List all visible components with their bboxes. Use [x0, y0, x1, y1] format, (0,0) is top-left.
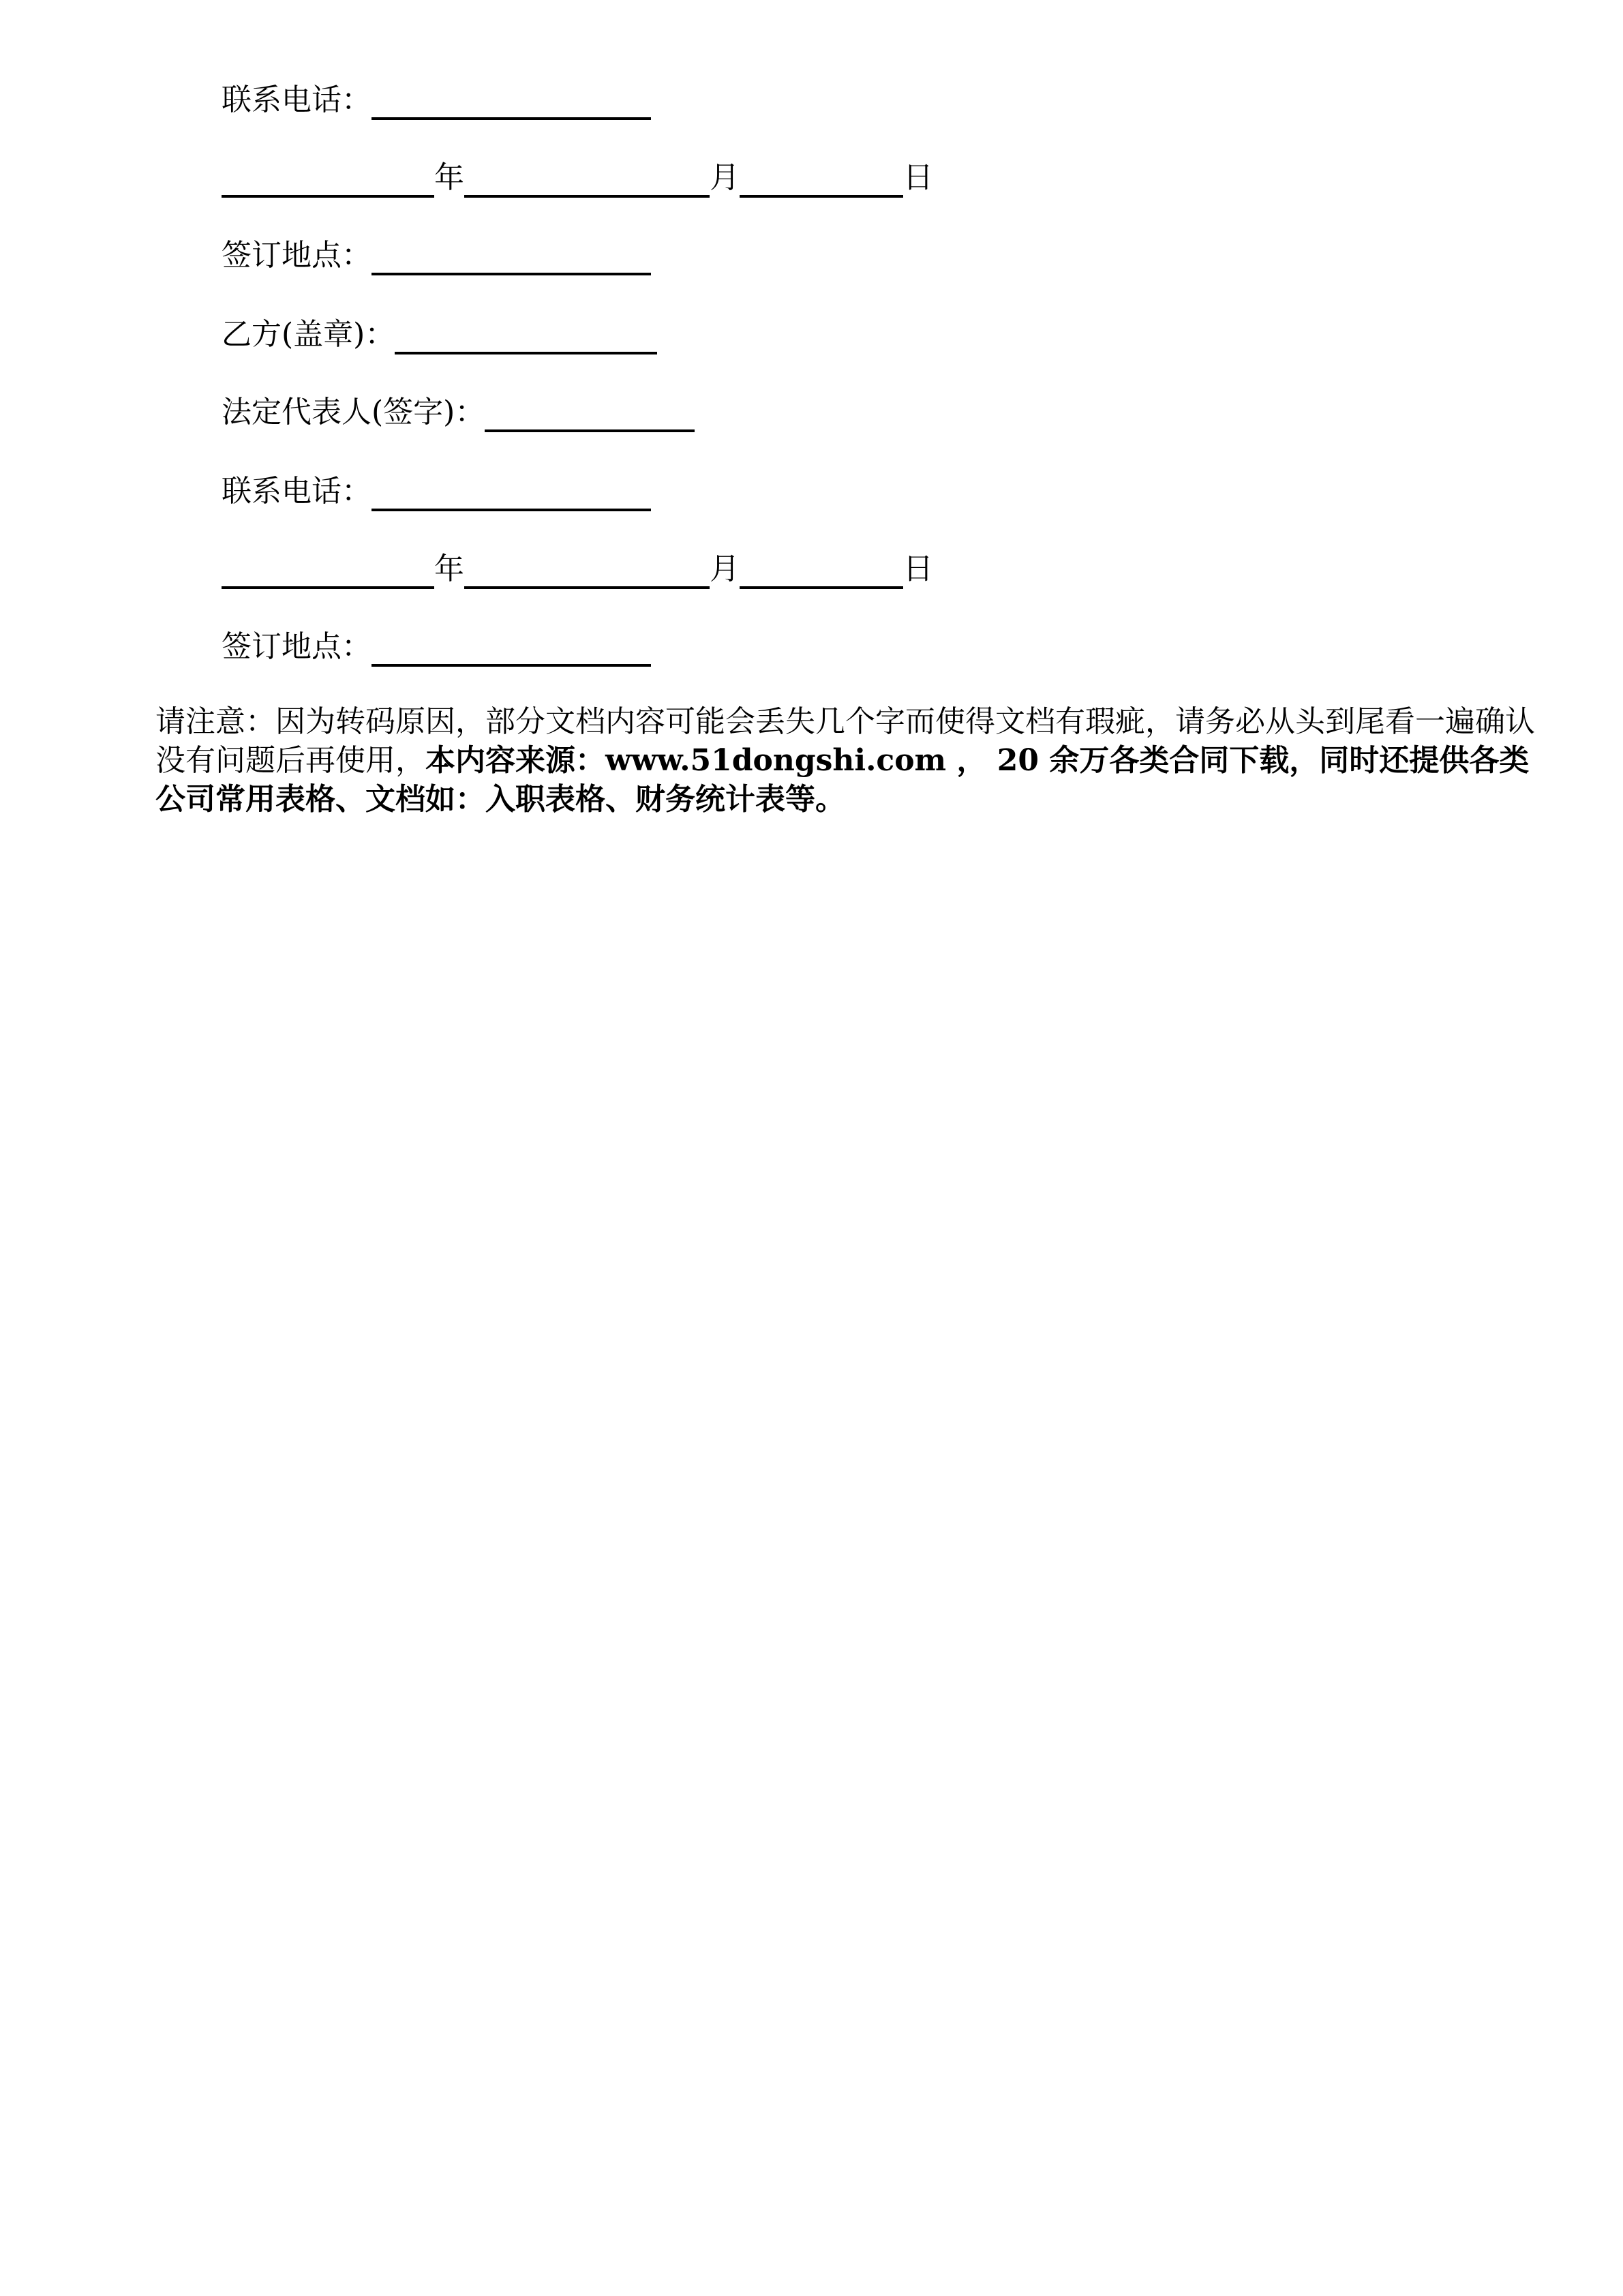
- phone-blank[interactable]: [371, 473, 651, 511]
- phone-line-a: [222, 76, 651, 124]
- month-label: 月: [710, 160, 740, 195]
- date-line-a: [222, 154, 933, 202]
- place-blank[interactable]: [371, 237, 651, 275]
- party-b-blank[interactable]: [395, 316, 657, 354]
- phone-label: 联系电话：: [222, 82, 371, 117]
- day-label: 日: [903, 160, 933, 195]
- year-label: 年: [434, 552, 464, 586]
- rep-blank[interactable]: [485, 394, 695, 432]
- year-blank[interactable]: [222, 551, 434, 589]
- month-blank[interactable]: [464, 160, 710, 198]
- month-label: 月: [710, 552, 740, 586]
- phone-blank[interactable]: [371, 82, 651, 120]
- place-label: 签订地点：: [222, 238, 371, 273]
- year-label: 年: [434, 160, 464, 195]
- notice-paragraph: [155, 702, 1553, 819]
- day-blank[interactable]: [740, 551, 903, 589]
- month-blank[interactable]: [464, 551, 710, 589]
- party-b-line: [222, 311, 657, 359]
- rep-label: 法定代表人(签字)：: [222, 395, 485, 429]
- day-blank[interactable]: [740, 160, 903, 198]
- phone-line-b: [222, 468, 651, 515]
- place-label: 签订地点：: [222, 629, 371, 664]
- notice-text: 请注意：因为转码原因，部分文档内容可能会丢失几个字而使得文档有瑕疵，请务必从头到尾看一遍确认没有问题后再使用，: [155, 704, 1535, 778]
- place-line-a: [222, 232, 651, 280]
- rep-line: [222, 389, 695, 436]
- date-line-b: [222, 545, 933, 593]
- party-b-label: 乙方(盖章)：: [222, 317, 395, 352]
- year-blank[interactable]: [222, 160, 434, 198]
- phone-label: 联系电话：: [222, 474, 371, 509]
- place-line-b: [222, 623, 651, 671]
- day-label: 日: [903, 552, 933, 586]
- place-blank[interactable]: [371, 629, 651, 667]
- notice-source-text: 本内容来源：www.51dongshi.com ， 20 余万各类合同下载，同时还提供各类公司常用表格、文档如：入职表格、财务统计表等。: [155, 743, 1530, 817]
